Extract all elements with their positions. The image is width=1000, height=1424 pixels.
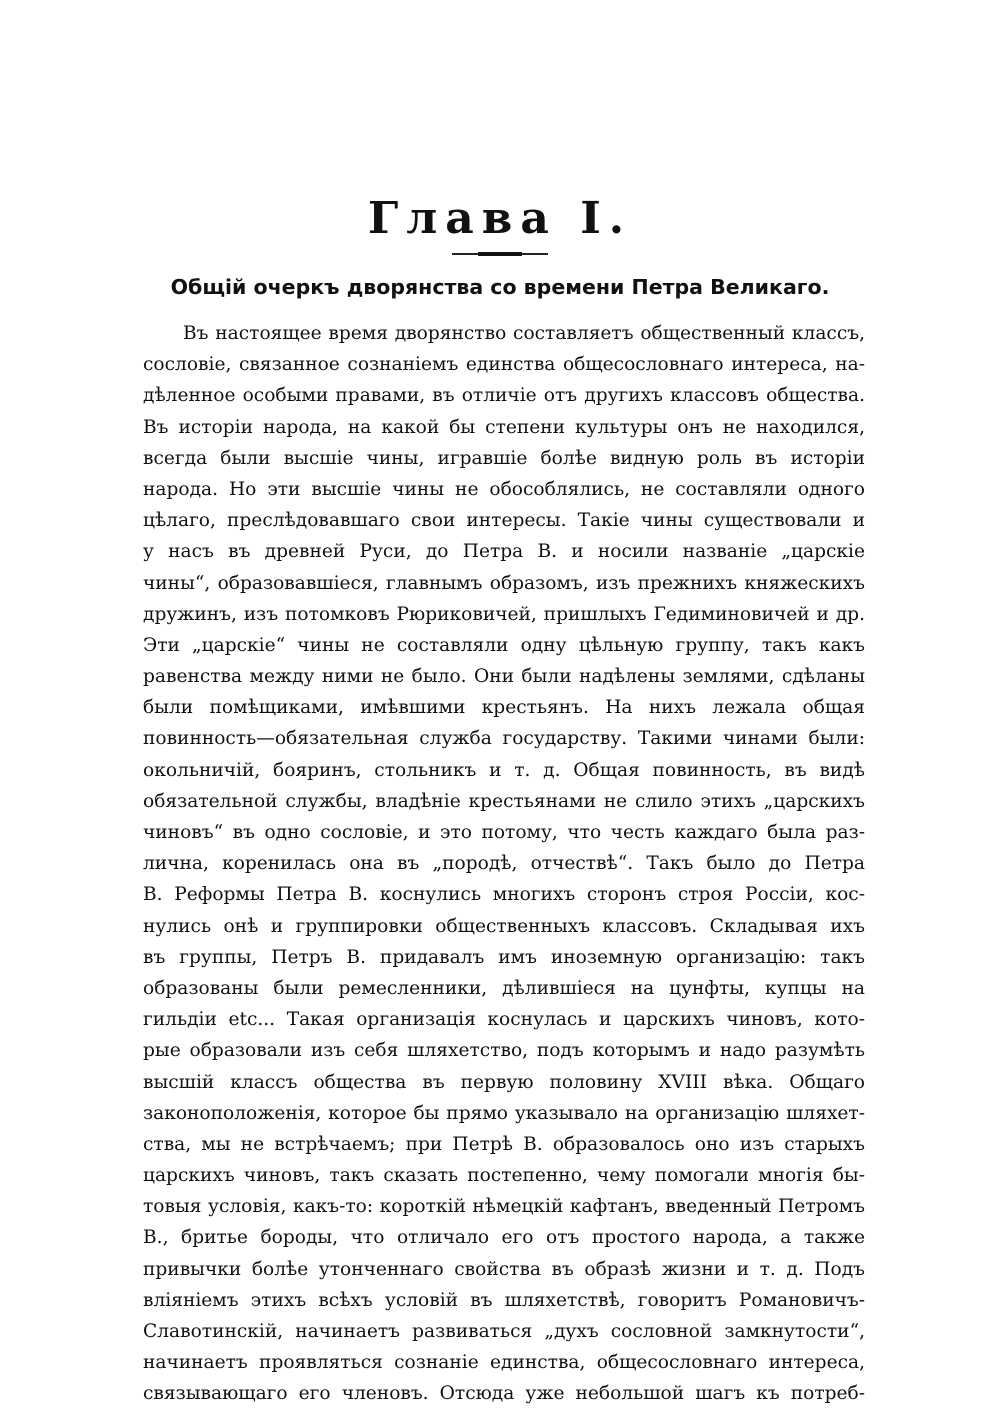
text-line: Славотинскій, начинаетъ развиваться „духъ сословной замкнутости“, [143, 1321, 865, 1342]
text-line: ства, мы не встрѣчаемъ; при Петрѣ В. образовалось оно изъ старыхъ [143, 1133, 865, 1155]
chapter-subtitle: Общій очеркъ дворянства со времени Петра Великаго. [170, 275, 830, 299]
text-line: Въ исторіи народа, на какой бы степени культуры онъ не находился, [143, 416, 865, 438]
text-line: начинаетъ проявляться сознаніе единства, общесословнаго интереса, [143, 1352, 865, 1374]
text-line: законоположенія, которое бы прямо указывало на организацію шляхет- [143, 1102, 865, 1124]
text-line: обязательной службы, владѣніе крестьянами не слило этихъ „царскихъ [143, 790, 865, 812]
text-line: окольничій, бояринъ, стольникъ и т. д. Общая повинность, въ видѣ [143, 759, 865, 781]
text-line: дружинъ, изъ потомковъ Рюриковичей, пришлыхъ Гедиминовичей и др. [143, 603, 865, 625]
text-line: у насъ въ древней Руси, до Петра В. и носили названіе „царскіе [143, 541, 865, 563]
text-line: чины“, образовавшіеся, главнымъ образомъ, изъ прежнихъ княжескихъ [143, 572, 865, 594]
text-line: В., бритье бороды, что отличало его отъ простого народа, а также [143, 1227, 865, 1249]
text-line: рые образовали изъ себя шляхетство, подъ которымъ и надо разумѣть [143, 1040, 865, 1062]
text-line: цѣлаго, преслѣдовавшаго свои интересы. Такіе чины существовали и [143, 510, 865, 532]
text-line: высшій классъ общества въ первую половину XVIII вѣка. Общаго [143, 1071, 865, 1093]
text-line: вліяніемъ этихъ всѣхъ условій въ шляхетствѣ, говоритъ Романовичъ- [143, 1289, 865, 1311]
text-line: равенства между ними не было. Они были надѣлены землями, сдѣланы [143, 666, 865, 688]
text-line: чиновъ“ въ одно сословіе, и это потому, что честь каждаго была раз- [143, 822, 865, 843]
text-line: царскихъ чиновъ, такъ сказать постепенно, чему помогали многія бы- [143, 1165, 865, 1187]
text-line: народа. Но эти высшіе чины не обособлялись, не составляли одного [143, 478, 865, 500]
text-line: Въ настоящее время дворянство составляетъ общественный классъ, [183, 323, 865, 344]
text-line: лична, коренилась она въ „породѣ, отчествѣ“. Такъ было до Петра [143, 853, 865, 875]
text-line: образованы были ремесленники, дѣлившіеся на цунфты, купцы на [143, 977, 865, 999]
text-line: связывающаго его членовъ. Отсюда уже небольшой шагъ къ потреб- [143, 1383, 865, 1405]
text-line: повинность—обязательная служба государству. Такими чинами были: [143, 728, 865, 750]
chapter-title: Глава I. [367, 193, 633, 244]
text-line: дѣленное особыми правами, въ отличіе отъ другихъ классовъ общества. [143, 385, 865, 407]
text-line: товыя условія, какъ-то: короткій нѣмецкій кафтанъ, введенный Петромъ [143, 1196, 865, 1218]
text-line: были помѣщиками, имѣвшими крестьянъ. На нихъ лежала общая [143, 697, 865, 719]
title-divider-accent [478, 252, 522, 256]
text-line: всегда были высшіе чины, игравшіе болѣе видную роль въ исторіи [143, 447, 865, 469]
text-line: нулись онѣ и группировки общественныхъ классовъ. Складывая ихъ [143, 915, 865, 937]
body-text [143, 318, 865, 1410]
text-line: привычки болѣе утонченнаго свойства въ образѣ жизни и т. д. Подъ [143, 1258, 865, 1280]
text-line: сословіе, связанное сознаніемъ единства общесословнаго интереса, на- [143, 354, 865, 376]
text-line: въ группы, Петръ В. придавалъ имъ иноземную организацію: такъ [143, 946, 865, 968]
text-line: Эти „царскіе“ чины не составляли одну цѣльную группу, такъ какъ [143, 634, 865, 656]
text-line: гильдіи etc... Такая организація коснулась и царскихъ чиновъ, кото- [143, 1009, 865, 1031]
text-line: В. Реформы Петра В. коснулись многихъ сторонъ строя Россіи, кос- [143, 884, 865, 906]
